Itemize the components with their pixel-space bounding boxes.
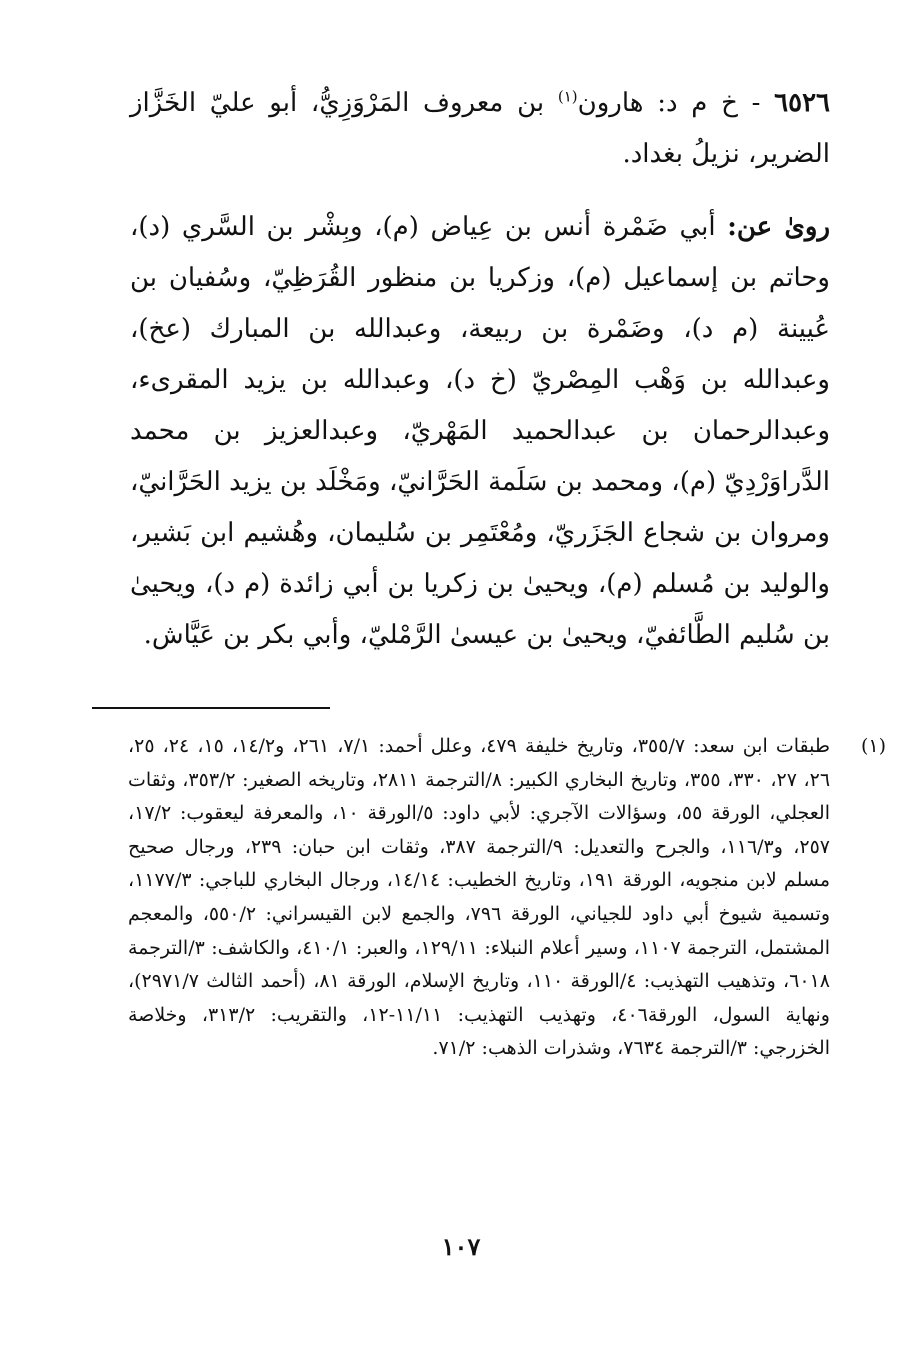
- footnote-reference[interactable]: (١): [557, 87, 578, 106]
- footnote-text: طبقات ابن سعد: ٣٥٥/٧، وتاريخ خليفة ٤٧٩، وعلل أحمد: ٧/١، ٢٦١، و١٤/٢، ١٥، ٢٤، ٢٥، ٢٦، ٢٧، ٣٣٠، ٣٥٥، وتاريخ البخاري الكبير: ٨/الترجمة ٢٨١١، وتاريخه الصغير: ٣٥٣/٢، وثقات العجلي، الورقة ٥٥، وسؤالات الآجري: لأبي داود: ٥/الورقة ١٠، والمعرفة ليعقوب: ١٧/٢، ٢٥٧، و١١٦/٣، والجرح والتعديل: ٩/الترجمة ٣٨٧، وثقات ابن حبان: ٢٣٩، ورجال صحيح مسلم لابن منجويه، الورقة ١٩١، وتاريخ الخطيب: ١٤/١٤، ورجال البخاري للباجي: ١١٧٧/٣، وتسمية شيوخ أبي داود للجياني، الورقة ٧٩٦، والجمع لابن القيسراني: ٥٥٠/٢، والمعجم المشتمل، الترجمة ١١٠٧، وسير أعلام النبلاء: ١٢٩/١١، والعبر: ٤١٠/١، والكاشف: ٣/الترجمة ٦٠١٨، وتذهيب التهذيب: ٤/الورقة ١١٠، وتاريخ الإسلام، الورقة ٨١، (أحمد الثالث ٢٩٧١/٧)، ونهاية السول، الورقة٤٠٦، وتهذيب التهذيب: ١١/١١-١٢، والتقريب: ٣١٣/٢، وخلاصة الخزرجي: ٣/الترجمة ٧٦٣٤، وشذرات الذهب: ٧١/٢.: [128, 735, 831, 1060]
- footnote-separator: [92, 707, 330, 709]
- main-text: [130, 78, 830, 661]
- page-number: ١٠٧: [441, 1232, 481, 1261]
- narrators-lead: روىٰ عن:: [727, 212, 830, 242]
- narrators-paragraph: [130, 202, 830, 661]
- entry-number: ٦٥٢٦: [774, 88, 831, 118]
- narrators-list: أبي ضَمْرة أنس بن عِياض (م)، وبِشْر بن السَّري (د)، وحاتم بن إسماعيل (م)، وزكريا بن منظور القُرَظِيّ، وسُفيان بن عُيينة (م د)، وضَمْرة بن ربيعة، وعبدالله بن المبارك (عخ)، وعبدالله بن وَهْب المِصْريّ (خ د)، وعبدالله بن يزيد المقرىء، وعبدالرحمان بن عبدالحميد المَهْريّ، وعبدالعزيز بن محمد الدَّراوَرْدِيّ (م)، ومحمد بن سَلَمة الحَرَّانيّ، ومَخْلَد بن يزيد الحَرَّانيّ، ومروان بن شجاع الجَزَريّ، ومُعْتَمِر بن سُليمان، وهُشيم ابن بَشير، والوليد بن مُسلم (م)، ويحيىٰ بن زكريا بن أبي زائدة (م د)، ويحيىٰ بن سُليم الطَّائفيّ، ويحيىٰ بن عيسىٰ الرَّمْليّ، وأبي بكر بن عَيَّاش.: [130, 212, 830, 650]
- entry-name: هارون: [577, 88, 644, 118]
- footnote: [128, 730, 886, 1066]
- footnote-number: (١): [860, 735, 886, 757]
- entry-description: بن معروف المَرْوَزِيُّ، أبو عليّ الخَزَّاز الضرير، نزيلُ بغداد.: [130, 88, 830, 169]
- entry-codes: - خ م د:: [643, 88, 775, 118]
- entry-heading-paragraph: [130, 78, 830, 180]
